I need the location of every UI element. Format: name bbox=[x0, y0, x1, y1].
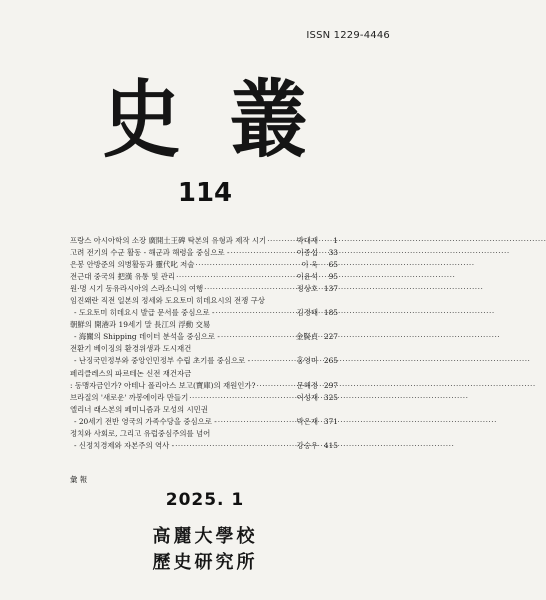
toc-entry bbox=[70, 428, 338, 440]
toc-title: 임진왜란 직전 일본의 정세와 도요토미 히데요시의 전쟁 구상 bbox=[70, 296, 265, 306]
toc-leader-dots bbox=[204, 283, 277, 295]
toc-title: - 신정치경제와 자본주의 역사 - bbox=[74, 440, 175, 450]
toc-author: 홍영미 bbox=[296, 356, 318, 366]
toc-entry bbox=[70, 392, 338, 404]
toc-author: 이종섭 bbox=[296, 248, 318, 258]
toc-leader-dots bbox=[267, 235, 277, 247]
toc-title: : 동맹자금인가? 아테나 폴리아스 보고(寶庫)의 재원인가? bbox=[70, 380, 256, 390]
toc-page-number: 325 bbox=[323, 392, 338, 402]
toc-page-number: 137 bbox=[323, 284, 338, 294]
toc-leader-dots bbox=[257, 380, 278, 392]
toc-leader-dots bbox=[215, 307, 277, 319]
toc-leader-dots bbox=[176, 271, 277, 283]
toc-title: 페리클레스의 파르테논 신전 재건자금 bbox=[70, 368, 192, 378]
toc-title: 고려 전기의 수군 활동 - 해군과 해령을 중심으로 - bbox=[70, 248, 230, 258]
publisher-university: 高麗大學校 bbox=[152, 526, 258, 547]
toc-entry bbox=[70, 416, 338, 428]
toc-leader-dots bbox=[221, 331, 277, 343]
news-section-label: 彙 報 bbox=[70, 475, 88, 484]
toc-author: 이윤석 bbox=[296, 272, 318, 282]
table-of-contents bbox=[70, 235, 338, 452]
toc-leader-dots bbox=[218, 416, 277, 428]
toc-title: 朝鮮의 開港과 19세기 말 長江의 浮動 交易 bbox=[70, 320, 211, 330]
publication-date: 2025. 1 bbox=[165, 490, 245, 510]
toc-page-number: 1 bbox=[333, 236, 338, 245]
toc-title: - 난징국민정부와 중앙인민정부 수립 초기를 중심으로 - bbox=[74, 356, 251, 366]
toc-entry bbox=[70, 271, 338, 283]
toc-page-number: 185 bbox=[323, 308, 338, 318]
toc-page-number: 65 bbox=[328, 260, 338, 270]
toc-title: 은봉 안방준의 의병활동과 靈代叱 저술 bbox=[70, 260, 195, 270]
toc-entry bbox=[70, 440, 338, 452]
toc-leader-dots bbox=[189, 392, 277, 404]
toc-entry bbox=[70, 307, 338, 319]
toc-title: - 海關의 Shipping 데이터 분석을 중심으로 - bbox=[74, 332, 220, 342]
toc-entry bbox=[70, 404, 338, 416]
toc-author: 강승우 bbox=[296, 440, 318, 450]
toc-entry bbox=[70, 259, 338, 271]
toc-entry bbox=[70, 355, 338, 367]
toc-title: 브라질의 '새로운' 까봉에이라 만들기 bbox=[70, 392, 189, 402]
toc-leader-dots bbox=[251, 355, 277, 367]
publisher-institute: 歷史研究所 bbox=[152, 552, 258, 573]
issn-label: ISSN 1229-4446 bbox=[306, 30, 390, 41]
toc-author: 문혜경 bbox=[296, 380, 318, 390]
toc-title: - 도요토미 히데요시 발급 문서를 중심으로 - bbox=[74, 308, 215, 318]
toc-author: 이성재 bbox=[296, 392, 318, 402]
toc-entry bbox=[70, 368, 338, 380]
toc-leader-dots bbox=[175, 440, 277, 452]
toc-author: 박대재 bbox=[296, 236, 318, 245]
toc-page-number: 227 bbox=[323, 332, 338, 342]
toc-leader-dots bbox=[195, 259, 277, 271]
toc-title: 전근대 중국의 把漢 유통 및 관리 bbox=[70, 272, 176, 282]
toc-page-number: 371 bbox=[323, 416, 338, 426]
journal-logo bbox=[0, 71, 410, 170]
logo-char-1: 史 bbox=[102, 71, 181, 170]
toc-leader-dots bbox=[230, 247, 277, 259]
toc-page-number: 95 bbox=[328, 272, 338, 282]
logo-char-2: 叢 bbox=[229, 71, 308, 170]
toc-page-number: 33 bbox=[328, 248, 338, 258]
toc-entry bbox=[70, 247, 338, 259]
toc-entry bbox=[70, 319, 338, 331]
toc-entry bbox=[70, 343, 338, 355]
toc-page-number: 297 bbox=[323, 380, 338, 390]
toc-title: 원·명 시기 동유라시아의 스라소니의 여행 bbox=[70, 284, 204, 294]
toc-author: 정상호 bbox=[296, 284, 318, 294]
issue-number: 114 bbox=[177, 178, 233, 208]
toc-entry bbox=[70, 235, 338, 247]
toc-page-number: 265 bbox=[323, 356, 338, 366]
toc-page-number: 415 bbox=[323, 440, 338, 450]
toc-title: 프랑스 아시아학의 소장 廣開土王碑 탁본의 유형과 제작 시기 bbox=[70, 236, 267, 245]
toc-entry bbox=[70, 380, 338, 392]
toc-title: - 20세기 전반 영국의 가족수당을 중심으로 - bbox=[74, 416, 217, 426]
toc-author: 박은재 bbox=[296, 416, 318, 426]
toc-author: 이 욱 bbox=[301, 260, 318, 270]
toc-entry bbox=[70, 283, 338, 295]
toc-author: 金賢貞 bbox=[295, 332, 318, 342]
toc-entry bbox=[70, 331, 338, 343]
toc-title: 엘리너 래스본의 페미니즘과 모성의 시민권 bbox=[70, 404, 208, 414]
toc-entry bbox=[70, 295, 338, 307]
toc-title: 전환기 베이징의 환경위생과 도시재건 bbox=[70, 344, 192, 354]
toc-title: 정치와 사회로, 그리고 유럽중심주의를 넘어 bbox=[70, 428, 211, 438]
toc-author: 김경태 bbox=[296, 308, 318, 318]
